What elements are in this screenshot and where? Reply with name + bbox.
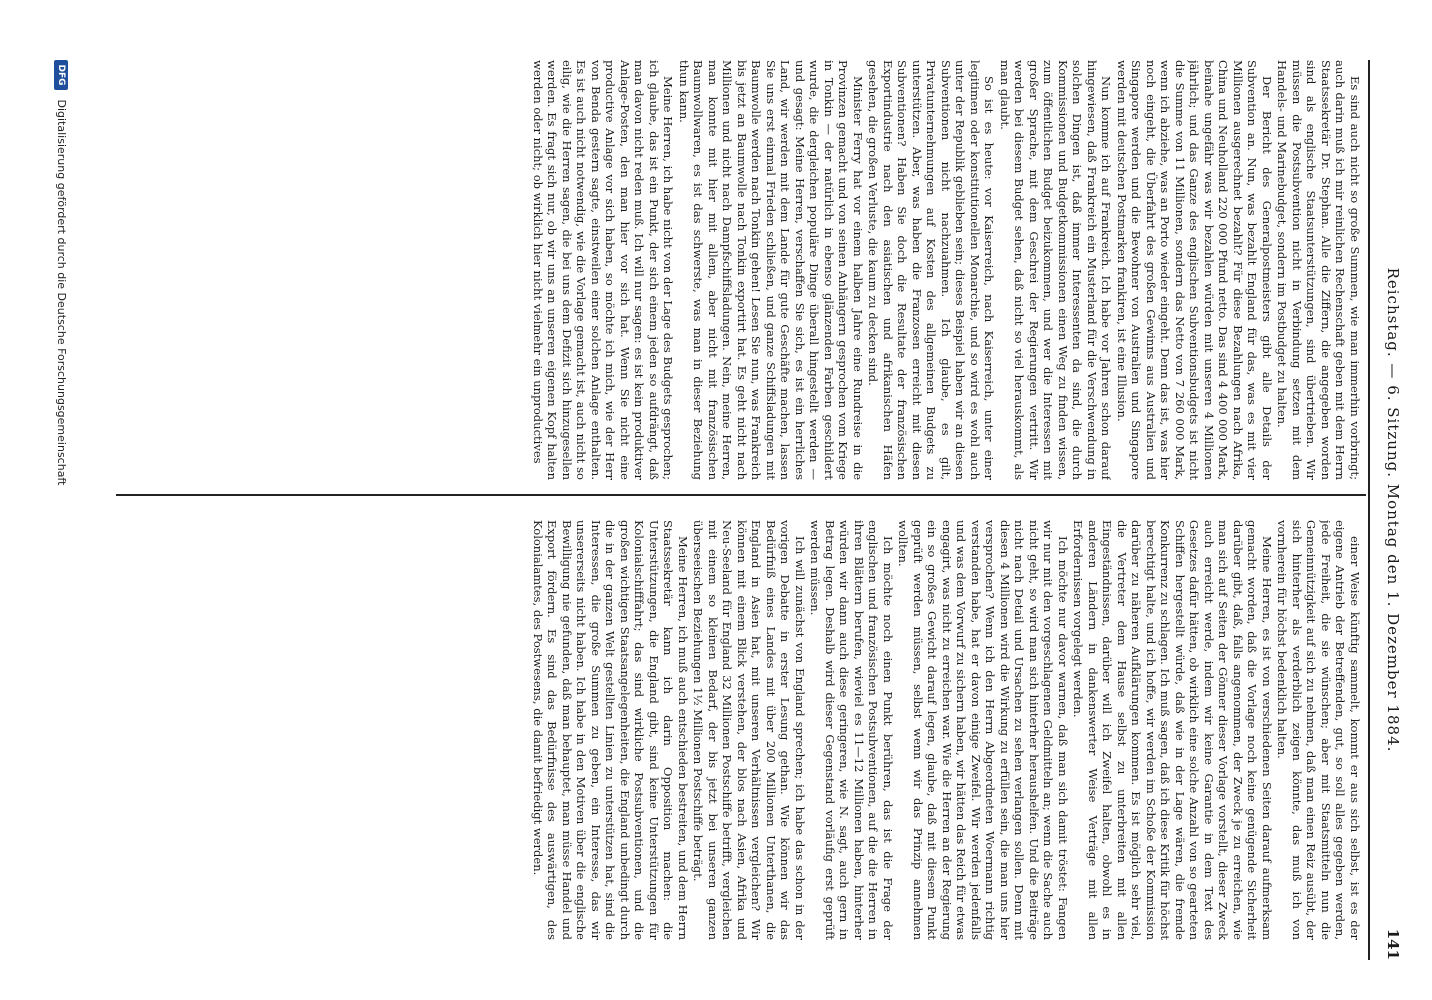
- paragraph: Der Bericht des Generalpostmeisters gibt alle Details der Subvention an. Nun, was bezahlt England für das, was es mit vier Millionen ausgerechnet bezahlt? Für diese Bezahlungen nach Afrika, China und Neuholland 220 000 Pfund netto. Das sind 4 400 000 Mark, beinahe ungefähr was wir bezahlen würden mit unseren 4 Millionen jährlich; und das Ganze des englischen Subventionsbudgets ist nicht die Summe von 11 Millionen, sondern das Netto von 7 260 000 Mark, wenn ich abziehe, was an Porto wieder eingeht. Denn das ist, was hier noch eingeht, die Überfahrt des großen Gewinns aus Australien und Singapore werden und die Bewohner von Australien und Singapore werden mit deutschen Postmarken frankiren, ist eine Illusion.: [1115, 60, 1274, 480]
- paragraph: Ich will zunächst von England sprechen; ich habe das schon in der vorigen Debatte in erster Lesung gethan. Wie können wir das Bedürfniß eines Landes mit über 200 Millionen Unterthanen, die England in Asien hat, mit unseren Verhältnissen vergleichen? Wir können mit einem Blick verstehen, der blos nach Asien, Afrika und Neu-Seeland für England 32 Millionen Postschiffe betrifft, vergleichen mit einem so kleinen Bedarf, der bis jetzt bei unseren ganzen überseeischen Beziehungen 1½ Millionen Postschiffe beträgt.: [691, 520, 807, 940]
- column-divider: [116, 494, 1366, 496]
- paragraph: Meine Herren, ich habe nicht von der Lage des Budgets gesprochen; ich glaube, das ist ein Punkt, der sich einem jeden so aufdrängt, daß man davon nicht reden muß. Ich will nur sagen: es ist kein produktiver Anlage-Posten, den man hier vor sich hat. Wenn Sie nicht eine productive Anlage vor sich haben, so möchte ich mich, wie der Herr von Benda gestern sagte, einstweilen einer solchen Anlage enthalten. Es ist auch nicht notwendig, wie die Vorlage gemacht ist, auch nicht so eilig, wie die Herren sagen, die bei uns dem Defizit sich hinzugesellen werden. Es fragt sich nur, ob wir uns an unseren eigenen Kopf halten werden oder nicht; ob wirklich hier nicht vielmehr ein unproductives: [531, 60, 676, 480]
- text-column-left: [112, 60, 1362, 480]
- footer-text: Digitalisierung gefördert durch die Deutsche Forschungsgemeinschaft: [55, 99, 68, 486]
- paragraph: So ist es heute: vor Kaiserreich, nach Kaiserreich, unter einer legitimen oder konstitutionellen Monarchie, und so wird es wohl auch unter der Republik geblieben sein; dieses Beispiel haben wir an diesen Subventionen nicht nachzuahmen. Ich glaube, es gilt, Privatunternehmungen auf Kosten des allgemeinen Budgets zu unterstützen. Aber, was haben die Franzosen erreicht mit diesen Subventionen? Haben Sie doch die Resultate der französischen Exportindustrie nach den asiatischen und afrikanischen Häfen gesehen, die großen Verluste, die kaum zu decken sind.: [866, 60, 997, 480]
- paragraph: Ich möchte noch einen Punkt berühren, das ist die Frage der englischen und französischen Postsubventionen, auf die die Herren in ihren Blättern berufen, wieviel es 11—12 Millionen haben, hinterher würden wir dann auch diese geringeren, wie N. sagt, auch gern in Betrag legen. Deshalb wird dieser Gegenstand vorläufig erst geprüft werden müssen.: [808, 520, 895, 940]
- text-column-right: [112, 520, 1362, 940]
- page-number: 141: [1384, 928, 1402, 960]
- paragraph: Nun komme ich auf Frankreich. Ich habe vor Jahren schon darauf hingewiesen, daß Frankreich ein Musterland für die Verschwendung in solchen Dingen ist, daß immer Interessenten da sind, die durch Kommissionen und Budgetkommissionen einen Weg zu finden wissen, zum öffentlichen Budget beizukommen, und wer die Interessen mit großer Sprache, mit dem Geschrei der Regierungen vertritt. Wir werden bei diesem Budget sehen, daß nicht so viel herauskommt, als man glaubt.: [998, 60, 1114, 480]
- paragraph: einer Weise künftig sammelt, kommt er aus sich selbst, ist es der eigene Antrieb der Betreffenden, gut, so soll alles gegeben werden, jede Freiheit, die sie wünschen; aber mit Staatsmitteln nun die Gemeinnützigkeit auf sich zu nehmen, daß man einen Reiz ausübt, der sich hinterher als verderblich zeigen könnte, das muß ich von vornherein für höchst bedenklich halten.: [1275, 520, 1362, 940]
- dfg-logo-icon: DFG: [54, 60, 68, 90]
- paragraph: Minister Ferry hat vor einem halben Jahre eine Rundreise in die Provinzen gemacht und von seinen Anhängern gesprochen vom Kriege in Tonkin — der natürlich in ebenso glänzenden Farben geschildert wurde, die dergleichen populäre Dinge überall hingestellt werden — und gesagt: Meine Herren, verschaffen Sie sich, es ist ein herrliches Land, wir werden mit dem Lande für gute Geschäfte machen, lassen Sie uns erst einmal Frieden schließen, und ganze Schiffsladungen mit Baumwolle werden nach Tonkin gehen! Lesen Sie nun, was Frankreich bis jetzt an Baumwolle nach Tonkin exportirt hat. Es geht nicht nach Millionen und nicht nach Dampfschiffsladungen. Nein, meine Herren, man konnte mit hier mit allem, aber nicht mit französischen Baumwollwaren, es ist das schwerste, was man in dieser Beziehung thun kann.: [677, 60, 865, 480]
- paragraph: Meine Herren, es ist von verschiedenen Seiten darauf aufmerksam gemacht worden, daß die Vorlage noch keine genügende Sicherheit darüber gibt, daß, falls angenommen, der Zweck je zu erreichen, wie man sich auf Seiten der Gönner dieser Vorlage vorstellt, dieser Zweck auch erreicht werde, indem wir keine Garantie in dem Text des Gesetzes dafür hätten, ob wirklich eine solche Anzahl von so gearteten Schiffen hergestellt würde, daß wie in der Lage wären, die fremde Konkurrenz zu schlagen. Ich muß sagen, daß ich diese Kritik für höchst berechtigt halte, und ich hoffe, wir werden im Schoße der Kommission darüber zu näheren Aufklärungen kommen. Es ist möglich sehr viel, die Vertreter dem Hause selbst zu unterbreiten mit allen Eingeständnissen, darüber will ich Zweifel halten, obwohl es in anderen Ländern in dankenswerter Weise Verträge mit allen Erfordernissen vorgelegt werden.: [1071, 520, 1274, 940]
- page-header: [1376, 60, 1410, 960]
- header-title: Reichstag. — 6. Sitzung. Montag den 1. Dezember 1884.: [1384, 267, 1402, 753]
- paragraph: Meine Herren, ich muß auch entschieden bestreiten, und dem Herrn Staatssekretär kann ich darin Opposition machen: die Unterstützungen, die England gibt, sind keine Unterstützungen für Kolonialschifffahrt; das sind wirkliche Postsubventionen, und die großen wichtigen Staatsangelegenheiten, die England unbedingt durch die in der ganzen Welt gestellten Linien zu unterstützen hat, sind die Interessen, die große Summen zu geben, ein Interesse, das wir unsererseits nicht haben. Ich habe in den Motiven über die englische Bewilligung nie gefunden, daß man behauptet, man müsse Handel und Export fördern. Es sind das Bedürfnisse des auswärtigen, des Kolonialamtes, des Postwesens, die damit befriedigt werden.: [531, 520, 690, 940]
- paragraph: Ich möchte nur davor warnen, daß man sich damit tröstet: Fangen wir nur mit den vorgeschlagenen Geldmitteln an; wenn die Sache auch nicht geht, so wird man sich hinterher heraushelfen. Und die Beiträge nicht nach Detail und Ursachen zu sehen verlangen sollen. Denn mit diesen 4 Millionen wird die Wirkung zu erfüllen sein, die man uns hier versprochen? Wenn ich den Herrn Abgeordneten Woermann richtig verstanden habe, hat er davon einige Zweifel. Wir werden jedenfalls und was dem Vorwurf zu sichern haben, wir hätten das Reich für etwas engagirt, was nicht zu erreichen war. Wie die Herren an der Regierung ein so großes Gewicht darauf legen, glaube, daß mit diesem Punkt geprüft werden müssen, selbst wenn wir das Prinzip annehmen wollten.: [896, 520, 1070, 940]
- header-rule: [1368, 60, 1370, 960]
- digitization-footer: [50, 60, 72, 960]
- paragraph: Es sind auch nicht so große Summen, wie man immerhin vorbringt; auch darin muß ich mir reinlichen Rechenschaft geben mit dem Herrn Staatssekretär Dr. Stephan. Alle die Ziffern, die angegeben worden sind als englische Staatsunterstützungen, sind übertrieben. Wir müssen die Postsubvention nicht in Verbindung setzen mit dem Handels- und Marinebudget, sondern im Postbudget zu halten.: [1275, 60, 1362, 480]
